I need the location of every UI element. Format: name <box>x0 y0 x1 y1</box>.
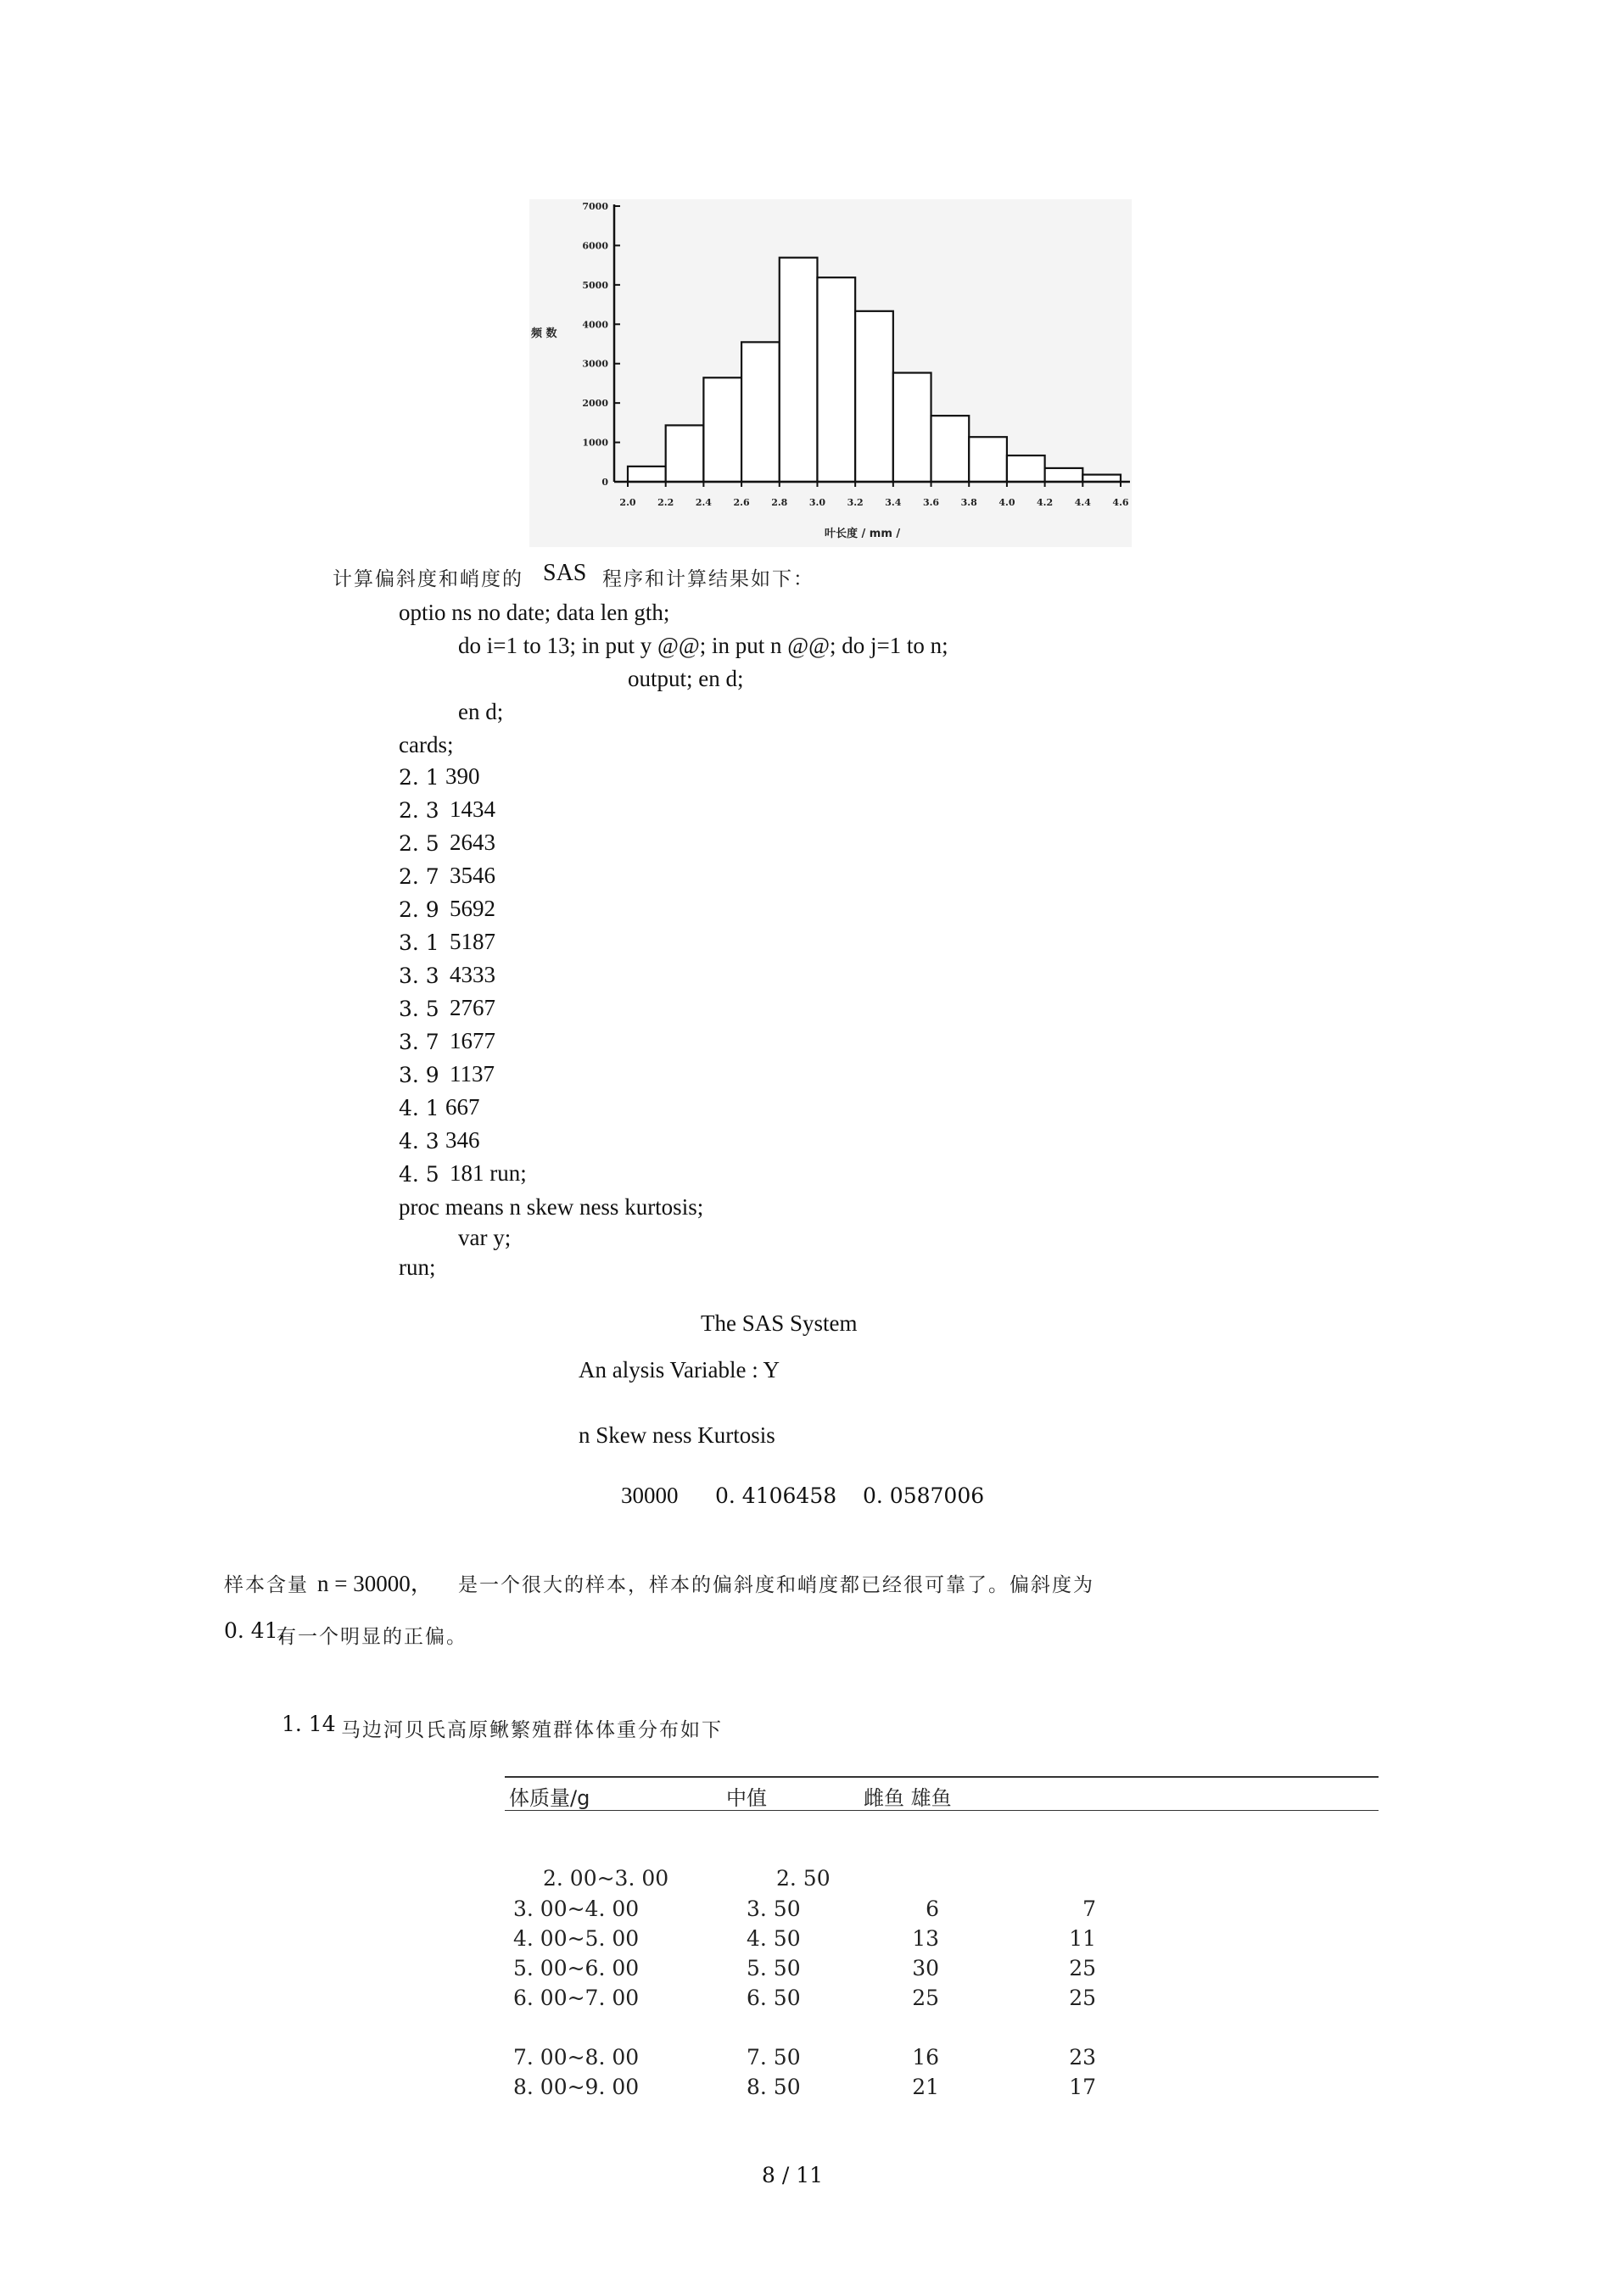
table-header-rule <box>505 1810 1379 1811</box>
table-header-median: 中值 <box>726 1786 767 1810</box>
cards-line-count: 1137 <box>450 1061 495 1087</box>
table-cell-weight: 7. 00~8. 00 <box>513 2045 640 2070</box>
histogram-bar <box>741 342 780 482</box>
y-tick-label: 7000 <box>582 201 608 212</box>
table-cell-male: 25 <box>1069 1986 1096 2010</box>
code-line-4: en d; <box>458 699 504 724</box>
histogram-bar <box>893 373 931 482</box>
code-line-3: output; en d; <box>628 666 744 691</box>
cards-line-value: 4. 1 <box>399 1096 439 1120</box>
table-cell-median: 5. 50 <box>747 1956 801 1980</box>
table-cell-median: 4. 50 <box>747 1926 801 1951</box>
page-number: 8 / 11 <box>762 2163 824 2187</box>
table-cell-male: 23 <box>1069 2045 1096 2070</box>
table-cell-weight: 3. 00~4. 00 <box>513 1897 640 1921</box>
y-tick-label: 2000 <box>582 398 608 410</box>
cards-line-value: 2. 5 <box>399 831 439 856</box>
section-number: 1. 14 <box>282 1712 336 1736</box>
code-proc-3: run; <box>399 1254 436 1280</box>
x-tick-label: 3.0 <box>808 497 826 508</box>
histogram-bar <box>931 416 970 482</box>
cards-line-count: 3546 <box>450 863 495 888</box>
x-tick-label: 3.8 <box>960 497 977 508</box>
y-tick-label: 6000 <box>582 240 608 252</box>
conclusion-text: 是一个很大的样本，样本的偏斜度和峭度都已经很可靠了。偏斜度为 <box>458 1574 1094 1596</box>
table-cell-female: 21 <box>912 2075 939 2099</box>
histogram-bar <box>780 258 818 482</box>
table-cell-weight: 8. 00~9. 00 <box>513 2075 640 2099</box>
histogram-bar <box>666 425 704 482</box>
x-tick-label: 4.6 <box>1112 497 1129 508</box>
code-proc-2: var y; <box>458 1225 512 1250</box>
x-tick-label: 2.6 <box>733 497 750 508</box>
y-tick-label: 4000 <box>582 319 608 331</box>
table-cell-median: 2. 50 <box>776 1866 831 1891</box>
cards-line-count: 2767 <box>450 995 495 1020</box>
x-tick-label: 3.4 <box>885 497 902 508</box>
histogram-bar <box>855 311 893 482</box>
cards-line-value: 3. 5 <box>399 997 439 1021</box>
cards-line-value: 2. 1 <box>399 765 439 790</box>
histogram-bar <box>628 466 666 482</box>
y-axis-label: 频 数 <box>531 327 557 340</box>
histogram-bar <box>1082 475 1121 482</box>
output-variable: An alysis Variable : Y <box>579 1357 780 1383</box>
table-cell-male: 11 <box>1069 1926 1096 1951</box>
x-tick-label: 2.0 <box>619 497 636 508</box>
x-tick-label: 2.2 <box>657 497 674 508</box>
cards-line-value: 4. 3 <box>399 1129 439 1154</box>
conclusion-text-2: 有一个明显的正偏。 <box>277 1626 467 1648</box>
x-tick-label: 3.2 <box>847 497 864 508</box>
cards-line-count: 1677 <box>450 1028 495 1053</box>
code-proc-1: proc means n skew ness kurtosis; <box>399 1194 704 1220</box>
histogram-bar <box>817 277 855 482</box>
table-header-weight: 体质量/g <box>509 1786 590 1810</box>
intro-prefix: 计算偏斜度和峭度的 <box>333 568 523 590</box>
table-cell-male: 25 <box>1069 1956 1096 1980</box>
x-tick-label: 4.0 <box>998 497 1015 508</box>
cards-line-value: 2. 3 <box>399 798 439 823</box>
table-cell-median: 8. 50 <box>747 2075 801 2099</box>
cards-line-count: 4333 <box>450 962 495 987</box>
x-tick-label: 2.4 <box>695 497 712 508</box>
histogram-bar <box>1007 455 1045 482</box>
cards-line-count: 667 <box>445 1094 480 1120</box>
cards-line-count: 1434 <box>450 796 495 822</box>
cards-line-value: 3. 1 <box>399 930 439 955</box>
histogram-chart <box>529 199 1132 547</box>
cards-line-count: 346 <box>445 1127 480 1153</box>
table-cell-female: 13 <box>912 1926 939 1951</box>
cards-line-count: 5692 <box>450 896 495 921</box>
table-cell-male: 7 <box>1082 1897 1096 1921</box>
code-line-1: optio ns no date; data len gth; <box>399 600 670 625</box>
intro-suffix: 程序和计算结果如下： <box>602 568 814 590</box>
output-header: n Skew ness Kurtosis <box>579 1422 775 1448</box>
table-cell-male: 17 <box>1069 2075 1096 2099</box>
x-tick-label: 3.6 <box>922 497 940 508</box>
table-top-rule <box>505 1776 1379 1778</box>
output-skewness: 0. 4106458 <box>715 1483 837 1508</box>
histogram-svg <box>529 199 1132 547</box>
output-kurtosis: 0. 0587006 <box>863 1483 985 1508</box>
conclusion-prefix: 样本含量 <box>224 1574 309 1596</box>
output-n: 30000 <box>621 1483 679 1508</box>
y-tick-label: 5000 <box>582 279 608 291</box>
y-tick-label: 3000 <box>582 358 608 370</box>
table-cell-median: 3. 50 <box>747 1897 801 1921</box>
table-header-sex: 雌鱼 雄鱼 <box>864 1786 952 1810</box>
cards-line-value: 2. 9 <box>399 897 439 922</box>
cards-line-value: 3. 7 <box>399 1030 439 1054</box>
cards-line-count: 2643 <box>450 830 495 855</box>
cards-line-count: 390 <box>445 763 480 789</box>
section-title: 马边河贝氏高原鳅繁殖群体体重分布如下 <box>341 1719 723 1741</box>
table-cell-weight: 2. 00~3. 00 <box>543 1866 669 1891</box>
code-line-2: do i=1 to 13; in put y @@; in put n @@; do j=1 to n; <box>458 633 948 658</box>
conclusion-n-value: n = 30000， <box>317 1571 433 1596</box>
table-cell-female: 25 <box>912 1986 939 2010</box>
table-cell-median: 7. 50 <box>747 2045 801 2070</box>
table-cell-female: 16 <box>912 2045 939 2070</box>
intro-sas: SAS <box>543 560 587 586</box>
x-tick-label: 4.2 <box>1037 497 1054 508</box>
table-cell-median: 6. 50 <box>747 1986 801 2010</box>
table-cell-female: 30 <box>912 1956 939 1980</box>
histogram-bar <box>1045 468 1083 482</box>
x-axis-label: 叶长度 / mm / <box>825 528 901 540</box>
cards-line-value: 4. 5 <box>399 1162 439 1187</box>
cards-line-count: 181 run; <box>450 1160 527 1186</box>
table-cell-weight: 5. 00~6. 00 <box>513 1956 640 1980</box>
cards-line-value: 3. 3 <box>399 964 439 988</box>
histogram-bar <box>969 437 1007 482</box>
x-tick-label: 4.4 <box>1074 497 1091 508</box>
table-cell-female: 6 <box>926 1897 939 1921</box>
table-cell-weight: 4. 00~5. 00 <box>513 1926 640 1951</box>
y-tick-label: 1000 <box>582 437 608 449</box>
code-line-5: cards; <box>399 732 454 757</box>
cards-line-value: 2. 7 <box>399 864 439 889</box>
x-tick-label: 2.8 <box>771 497 788 508</box>
histogram-bar <box>703 377 741 482</box>
cards-line-count: 5187 <box>450 929 495 954</box>
conclusion-skew-value: 0. 41, <box>224 1618 285 1643</box>
cards-line-value: 3. 9 <box>399 1063 439 1087</box>
table-cell-weight: 6. 00~7. 00 <box>513 1986 640 2010</box>
output-title: The SAS System <box>701 1310 858 1336</box>
y-tick-label: 0 <box>601 477 608 488</box>
